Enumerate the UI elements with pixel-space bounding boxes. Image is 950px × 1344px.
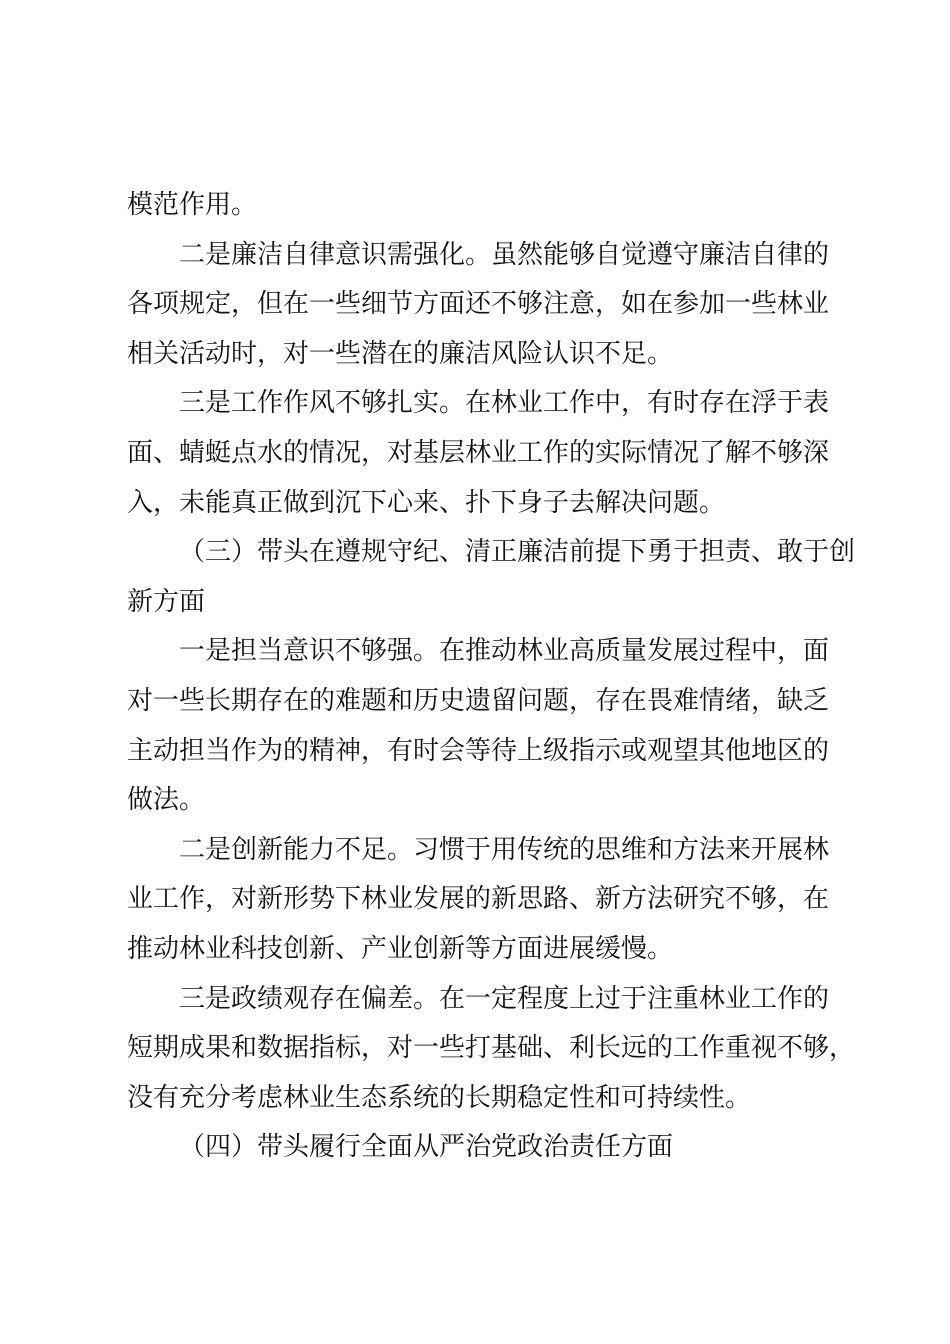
paragraph-line: 业工作，对新形势下林业发展的新思路、新方法研究不够，在 (127, 884, 830, 915)
paragraph-line: 一是担当意识不够强。在推动林业高质量发展过程中，面 (179, 636, 830, 667)
paragraph-line: 模范作用。 (127, 190, 258, 220)
paragraph-line: 面、蜻蜓点水的情况，对基层林业工作的实际情况了解不够深 (127, 437, 830, 468)
paragraph-line: 做法。 (127, 785, 206, 816)
section-heading-line: （三）带头在遵规守纪、清正廉洁前提下勇于担责、敢于创 (179, 537, 856, 568)
document-body (127, 181, 856, 1173)
section-heading-line: 新方面 (127, 586, 206, 617)
paragraph-line: 入，未能真正做到沉下心来、扑下身子去解决问题。 (127, 487, 726, 518)
paragraph-line: 二是廉洁自律意识需强化。虽然能够自觉遵守廉洁自律的 (179, 239, 830, 270)
paragraph-line: 三是政绩观存在偏差。在一定程度上过于注重林业工作的 (179, 983, 830, 1014)
paragraph-line: 没有充分考虑林业生态系统的长期稳定性和可持续性。 (127, 1082, 752, 1113)
paragraph-line: 各项规定，但在一些细节方面还不够注意，如在参加一些林业 (127, 289, 830, 320)
paragraph-line: 二是创新能力不足。习惯于用传统的思维和方法来开展林 (179, 834, 830, 865)
paragraph-line: 短期成果和数据指标，对一些打基础、利长远的工作重视不够， (127, 1033, 856, 1064)
paragraph-line: 推动林业科技创新、产业创新等方面进展缓慢。 (127, 933, 674, 964)
paragraph-line: 三是工作作风不够扎实。在林业工作中，有时存在浮于表 (179, 388, 830, 419)
paragraph-line: 主动担当作为的精神，有时会等待上级指示或观望其他地区的 (127, 735, 830, 766)
paragraph-line: 相关活动时，对一些潜在的廉洁风险认识不足。 (127, 338, 674, 369)
section-heading-line: （四）带头履行全面从严治党政治责任方面 (179, 1132, 674, 1163)
paragraph-line: 对一些长期存在的难题和历史遗留问题，存在畏难情绪，缺乏 (127, 685, 830, 716)
